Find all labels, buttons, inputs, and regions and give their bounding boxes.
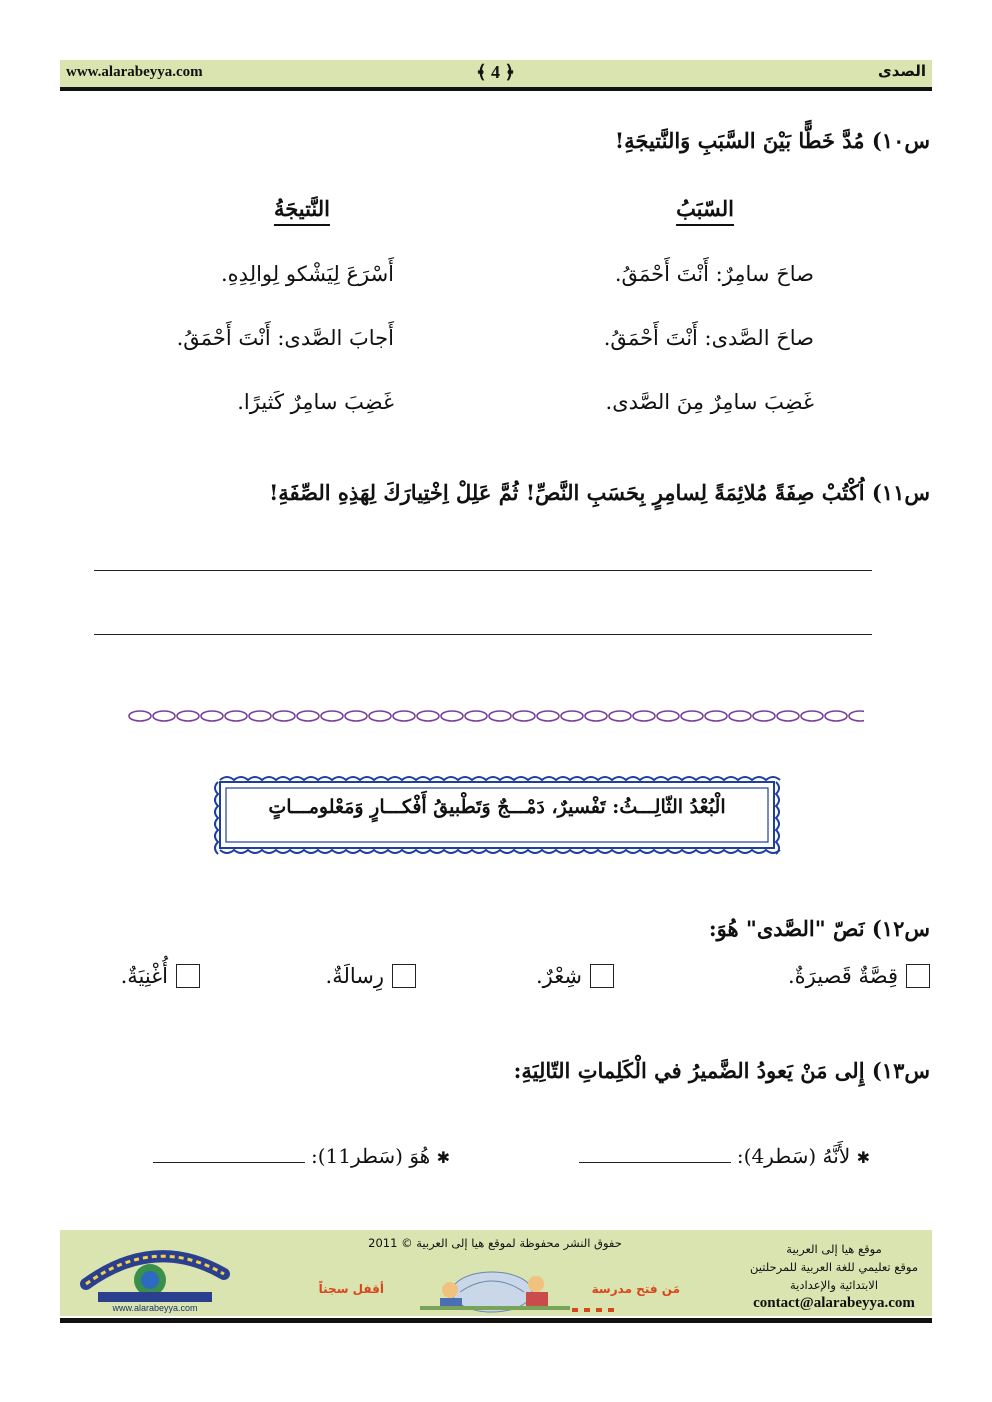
section-3-title: الْبُعْدُ الثّالِـــثُ: تَفْسيرٌ، دَمْـــجٌ وَتَطْبيقُ أَفْكـــارٍ وَمَعْلومـــاتٍ — [268, 796, 726, 818]
question-13: س١٣) إِلى مَنْ يَعودُ الضَّميرُ في الْكَلِماتِ التّالِيَةِ: — [513, 1058, 930, 1083]
result-3: غَضِبَ سامِرٌ كَثيرًا. — [237, 390, 394, 414]
page-number: ﴾ 4 ﴿ — [476, 62, 516, 82]
result-2: أَجابَ الصَّدى: أَنْتَ أَحْمَقُ. — [176, 326, 394, 350]
cause-1: صاحَ سامِرٌ: أَنْتَ أَحْمَقُ. — [614, 262, 814, 286]
motto-part-1: مَن فتح مدرسة — [591, 1282, 680, 1296]
site-name: موقع هيا إلى العربية — [786, 1242, 882, 1256]
checkbox[interactable] — [176, 964, 200, 988]
star-bullet-icon: ✱ — [856, 1148, 870, 1167]
option-label: رِسالَةٌ. — [325, 964, 384, 988]
result-1: أَسْرَعَ لِيَشْكو لِوالِدِهِ. — [221, 262, 394, 286]
result-column-header: النَّتيجَةُ — [273, 196, 330, 221]
pronoun-word: لأَنَّهُ (سَطر4): — [736, 1144, 851, 1168]
ornament-divider — [128, 708, 864, 724]
checkbox[interactable] — [392, 964, 416, 988]
checkbox[interactable] — [906, 964, 930, 988]
option-poem[interactable] — [536, 964, 614, 988]
motto-part-2: أقفل سجناً — [318, 1282, 384, 1296]
option-short-story[interactable] — [788, 964, 930, 988]
star-bullet-icon: ✱ — [436, 1148, 450, 1167]
contact-email[interactable]: contact@alarabeyya.com — [753, 1295, 915, 1311]
option-label: قِصَّةٌ قَصيرَةٌ. — [787, 964, 898, 988]
option-label: شِعْرٌ. — [536, 964, 582, 988]
option-label: أُغْنِيَةٌ. — [120, 964, 168, 988]
pronoun-word: هُوَ (سَطر11): — [310, 1144, 431, 1168]
logo-url: www.alarabeyya.com — [112, 1303, 198, 1313]
question-10: س١٠) مُدَّ خَطًّا بَيْنَ السَّبَبِ وَالنَّتيجَةِ! — [614, 128, 930, 153]
document-title: الصدى — [878, 62, 926, 80]
checkbox[interactable] — [590, 964, 614, 988]
cause-column-header: السّبَبُ — [676, 196, 734, 221]
site-description-2: الابتدائية والإعدادية — [789, 1278, 879, 1292]
pronoun-item-1 — [579, 1142, 870, 1168]
option-letter[interactable] — [326, 964, 416, 988]
answer-blank[interactable] — [153, 1142, 305, 1163]
footer-rule — [60, 1318, 932, 1323]
answer-line[interactable] — [94, 634, 872, 635]
answer-line[interactable] — [94, 570, 872, 571]
site-url[interactable]: www.alarabeyya.com — [66, 64, 203, 80]
question-11: س١١) اُكْتُبْ صِفَةً مُلائِمَةً لِسامِرٍ بِحَسَبِ النَّصِّ! ثُمَّ عَلِلْ اِخْتِيارَكَ لِهَذِهِ الصِّفَةِ! — [269, 480, 930, 505]
question-12: س١٢) نَصّ "الصَّدى" هُوَ: — [708, 916, 930, 941]
pronoun-item-2 — [153, 1142, 450, 1168]
header-rule — [60, 87, 932, 91]
answer-blank[interactable] — [579, 1142, 731, 1163]
site-description-1: موقع تعليمي للغة العربية للمرحلتين — [750, 1260, 918, 1274]
cause-2: صاحَ الصَّدى: أَنْتَ أَحْمَقُ. — [603, 326, 814, 350]
footer-site-info — [750, 1240, 918, 1312]
cause-3: غَضِبَ سامِرٌ مِنَ الصَّدى. — [605, 390, 814, 414]
option-song[interactable] — [121, 964, 200, 988]
copyright: حفوق النشر محفوظة لموقع هيا إلى العربية © 2011 — [368, 1236, 622, 1250]
